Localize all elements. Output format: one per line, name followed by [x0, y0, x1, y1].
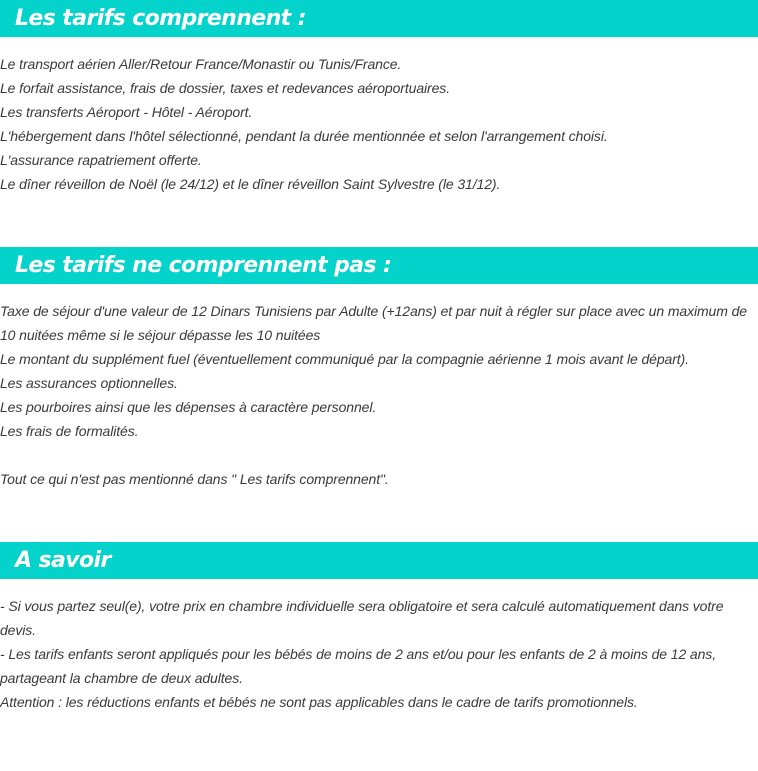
- list-item: Attention : les réductions enfants et bébés ne sont pas applicables dans le cadre de tarifs promotionnels.: [0, 694, 638, 710]
- included-list: [0, 52, 758, 196]
- good-to-know-list: [0, 594, 758, 714]
- list-item: L'hébergement dans l'hôtel sélectionné, pendant la durée mentionnée et selon l'arrangement choisi.: [0, 128, 608, 144]
- section-header-not-included: [0, 247, 758, 284]
- not-included-list: [0, 299, 758, 491]
- section-title: Les tarifs ne comprennent pas :: [15, 253, 392, 278]
- section-title: Les tarifs comprennent :: [15, 6, 306, 31]
- spacer: [0, 443, 758, 467]
- section-header-included: [0, 0, 758, 37]
- list-item: L'assurance rapatriement offerte.: [0, 152, 202, 168]
- list-item: Les transferts Aéroport - Hôtel - Aéroport.: [0, 104, 253, 120]
- list-item: - Si vous partez seul(e), votre prix en chambre individuelle sera obligatoire et sera calculé automatiquement dans votre devis.: [0, 598, 724, 638]
- list-item: Le dîner réveillon de Noël (le 24/12) et le dîner réveillon Saint Sylvestre (le 31/12).: [0, 176, 501, 192]
- list-item: Taxe de séjour d'une valeur de 12 Dinars Tunisiens par Adulte (+12ans) et par nuit à régler sur place avec un maximum de 10 nuitées même si le séjour dépasse les 10 nuitées: [0, 303, 747, 343]
- list-item: Le forfait assistance, frais de dossier, taxes et redevances aéroportuaires.: [0, 80, 450, 96]
- section-header-good-to-know: [0, 542, 758, 579]
- list-item: Le transport aérien Aller/Retour France/Monastir ou Tunis/France.: [0, 56, 402, 72]
- list-item: Tout ce qui n'est pas mentionné dans " Les tarifs comprennent".: [0, 471, 389, 487]
- section-title: A savoir: [15, 548, 111, 573]
- list-item: Les pourboires ainsi que les dépenses à caractère personnel.: [0, 399, 377, 415]
- list-item: Les frais de formalités.: [0, 423, 139, 439]
- list-item: Les assurances optionnelles.: [0, 375, 178, 391]
- list-item: Le montant du supplément fuel (éventuellement communiqué par la compagnie aérienne 1 mois avant le départ).: [0, 351, 689, 367]
- list-item: - Les tarifs enfants seront appliqués pour les bébés de moins de 2 ans et/ou pour les enfants de 2 à moins de 12 ans, partageant la chambre de deux adultes.: [0, 646, 716, 686]
